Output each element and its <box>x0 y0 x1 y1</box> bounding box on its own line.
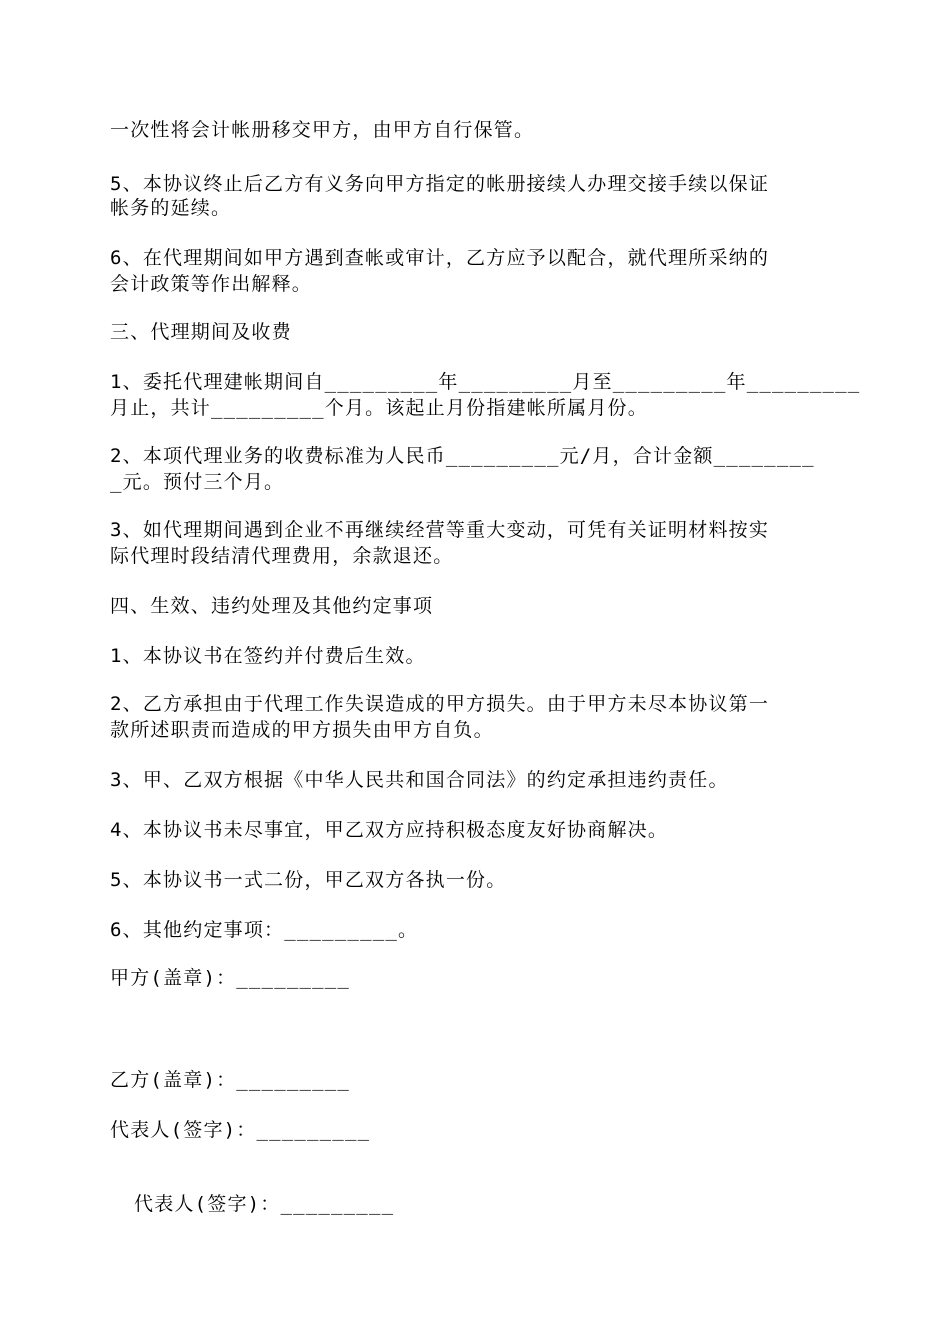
text-line: _元。预付三个月。 <box>110 471 285 493</box>
text-line: 会计政策等作出解释。 <box>110 273 313 295</box>
text-line: 6、其他约定事项：_________。 <box>110 919 419 941</box>
text-line: 2、乙方承担由于代理工作失误造成的甲方损失。由于甲方未尽本协议第一 <box>110 693 770 715</box>
section-heading: 四、生效、违约处理及其他约定事项 <box>110 595 434 617</box>
section-heading: 三、代理期间及收费 <box>110 321 292 343</box>
text-line: 3、甲、乙双方根据《中华人民共和国合同法》的约定承担违约责任。 <box>110 769 729 791</box>
text-line: 6、在代理期间如甲方遇到查帐或审计，乙方应予以配合，就代理所采纳的 <box>110 247 770 269</box>
text-line: 2、本项代理业务的收费标准为人民币_________元/月，合计金额________ <box>110 445 815 467</box>
text-line: 月止，共计_________个月。该起止月份指建帐所属月份。 <box>110 397 648 419</box>
text-line: 4、本协议书未尽事宜，甲乙双方应持积极态度友好协商解决。 <box>110 819 669 841</box>
text-line: 1、本协议书在签约并付费后生效。 <box>110 645 426 667</box>
text-line: 5、本协议书一式二份，甲乙双方各执一份。 <box>110 869 507 891</box>
text-line: 一次性将会计帐册移交甲方，由甲方自行保管。 <box>110 119 535 141</box>
text-line: 5、本协议终止后乙方有义务向甲方指定的帐册接续人办理交接手续以保证 <box>110 173 770 195</box>
text-line: 款所述职责而造成的甲方损失由甲方自负。 <box>110 719 494 741</box>
text-line: 3、如代理期间遇到企业不再继续经营等重大变动，可凭有关证明材料按实 <box>110 519 770 541</box>
signature-representative: 代表人(签字)：_________ <box>134 1193 395 1215</box>
text-line: 际代理时段结清代理费用，余款退还。 <box>110 545 454 567</box>
signature-party-b: 乙方(盖章)：_________ <box>110 1069 351 1091</box>
text-line: 帐务的延续。 <box>110 197 232 219</box>
text-line: 1、委托代理建帐期间自_________年_________月至_________年_________ <box>110 371 861 393</box>
signature-party-a: 甲方(盖章)：_________ <box>110 967 351 989</box>
signature-representative: 代表人(签字)：_________ <box>110 1119 371 1141</box>
